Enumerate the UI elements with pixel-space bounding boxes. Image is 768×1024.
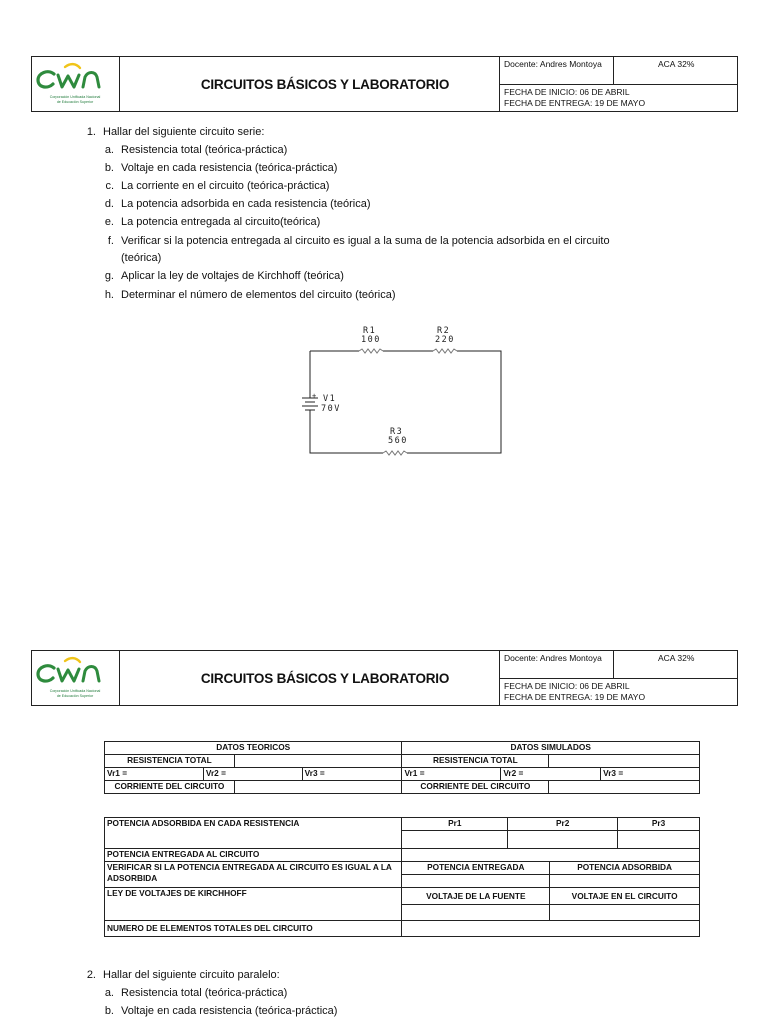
list-item: La corriente en el circuito (teórica-práctica): [121, 180, 330, 192]
list-item: Determinar el número de elementos del circuito (teórica): [121, 289, 396, 301]
potencia-entregada-label: POTENCIA ENTREGADA AL CIRCUITO: [105, 849, 402, 862]
battery-plus-label: +: [312, 392, 318, 400]
potencia-entregada-header: POTENCIA ENTREGADA: [402, 862, 550, 875]
vr3-label: Vr3 =: [601, 768, 700, 781]
list-item-continuation: (teórica): [121, 252, 162, 264]
fecha-entrega: FECHA DE ENTREGA: 19 DE MAYO: [504, 692, 646, 702]
verificar-label: VERIFICAR SI LA POTENCIA ENTREGADA AL CIRCUITO ES IGUAL A LA ADSORBIDA: [105, 862, 402, 888]
battery-icon: [302, 383, 318, 419]
table-cell[interactable]: [549, 781, 700, 794]
vr1-label: Vr1 =: [105, 768, 204, 781]
section1-number: 1.: [86, 126, 96, 138]
docente-label: Docente: Andres Montoya: [504, 653, 602, 663]
resistencia-total-label: RESISTENCIA TOTAL: [402, 755, 549, 768]
fecha-inicio: FECHA DE INICIO: 06 DE ABRIL: [504, 681, 630, 691]
table-cell[interactable]: [549, 755, 700, 768]
header-info: [499, 651, 738, 705]
section1-intro: Hallar del siguiente circuito serie:: [103, 126, 265, 138]
list-item-letter: d.: [104, 198, 114, 210]
list-item-letter: c.: [105, 180, 114, 192]
institution-logo: [32, 651, 120, 705]
list-item: Resistencia total (teórica-práctica): [121, 144, 288, 156]
pr1-header: Pr1: [402, 818, 508, 831]
vr1-label: Vr1 =: [402, 768, 501, 781]
list-item-letter: e.: [104, 216, 114, 228]
document-title: CIRCUITOS BÁSICOS Y LABORATORIO: [200, 670, 450, 686]
vr2-label: Vr2 =: [501, 768, 601, 781]
datos-simulados-header: DATOS SIMULADOS: [402, 742, 700, 755]
list-item-letter: b.: [104, 162, 114, 174]
vr3-label: Vr3 =: [302, 768, 402, 781]
table-cell[interactable]: [402, 831, 508, 849]
list-item: La potencia adsorbida en cada resistencia (teórica): [121, 198, 371, 210]
r2-value-label: 220: [435, 335, 455, 345]
data-table-2: [104, 817, 700, 937]
pr2-header: Pr2: [508, 818, 618, 831]
fecha-entrega: FECHA DE ENTREGA: 19 DE MAYO: [504, 98, 646, 108]
list-item: Aplicar la ley de voltajes de Kirchhoff (teórica): [121, 270, 344, 282]
fecha-inicio: FECHA DE INICIO: 06 DE ABRIL: [504, 87, 630, 97]
docente-label: Docente: Andres Montoya: [504, 59, 602, 69]
list-item-letter: a.: [104, 987, 114, 999]
list-item: La potencia entregada al circuito(teórica): [121, 216, 321, 228]
voltaje-circuito-header: VOLTAJE EN EL CIRCUITO: [550, 888, 700, 905]
r2-name-label: R2: [437, 326, 451, 336]
r3-name-label: R3: [390, 427, 404, 437]
potencia-adsorbida-header: POTENCIA ADSORBIDA: [550, 862, 700, 875]
r3-resistor-icon: [383, 451, 407, 455]
list-item-letter: b.: [104, 1005, 114, 1017]
table-cell[interactable]: [618, 831, 700, 849]
section2-intro: Hallar del siguiente circuito paralelo:: [103, 969, 280, 981]
table-cell[interactable]: [402, 921, 700, 937]
r1-resistor-icon: [359, 349, 383, 353]
cun-logo-icon: [32, 651, 119, 691]
pr3-header: Pr3: [618, 818, 700, 831]
kirchhoff-label: LEY DE VOLTAJES DE KIRCHHOFF: [105, 888, 402, 921]
r3-value-label: 560: [388, 436, 408, 446]
r2-resistor-icon: [433, 349, 457, 353]
numero-elementos-label: NUMERO DE ELEMENTOS TOTALES DEL CIRCUITO: [105, 921, 402, 937]
table-cell[interactable]: [550, 875, 700, 888]
list-item: Voltaje en cada resistencia (teórica-práctica): [121, 1005, 338, 1017]
aca-label: ACA 32%: [658, 59, 695, 69]
table-cell[interactable]: [402, 905, 550, 921]
list-item-letter: h.: [104, 289, 114, 301]
table-cell[interactable]: [508, 831, 618, 849]
list-item: Voltaje en cada resistencia (teórica-práctica): [121, 162, 338, 174]
datos-teoricos-header: DATOS TEORICOS: [105, 742, 402, 755]
table-cell[interactable]: [402, 849, 700, 862]
v1-name-label: V1: [323, 394, 337, 404]
r1-name-label: R1: [363, 326, 377, 336]
aca-label: ACA 32%: [658, 653, 695, 663]
corriente-label: CORRIENTE DEL CIRCUITO: [105, 781, 235, 794]
document-header: [31, 650, 738, 706]
data-table-1: [104, 741, 700, 794]
r1-value-label: 100: [361, 335, 381, 345]
section2-number: 2.: [86, 969, 96, 981]
voltaje-fuente-header: VOLTAJE DE LA FUENTE: [402, 888, 550, 905]
logo-caption: Corporación Unificada Nacional de Educación Superior: [49, 95, 101, 104]
v1-value-label: 70V: [321, 404, 341, 414]
table-cell[interactable]: [234, 781, 402, 794]
table-cell[interactable]: [402, 875, 550, 888]
document-title: CIRCUITOS BÁSICOS Y LABORATORIO: [200, 76, 450, 92]
list-item-letter: f.: [107, 235, 114, 247]
vr2-label: Vr2 =: [203, 768, 302, 781]
list-item: Verificar si la potencia entregada al circuito es igual a la suma de la potencia adsorbida en el circuito: [121, 235, 610, 247]
corriente-label: CORRIENTE DEL CIRCUITO: [402, 781, 549, 794]
list-item-letter: a.: [104, 144, 114, 156]
list-item-letter: g.: [104, 270, 114, 282]
resistencia-total-label: RESISTENCIA TOTAL: [105, 755, 235, 768]
table-cell[interactable]: [234, 755, 402, 768]
table-cell[interactable]: [550, 905, 700, 921]
logo-caption: Corporación Unificada Nacional de Educación Superior: [49, 689, 101, 698]
list-item: Resistencia total (teórica-práctica): [121, 987, 288, 999]
potencia-adsorbida-label: POTENCIA ADSORBIDA EN CADA RESISTENCIA: [105, 818, 402, 849]
